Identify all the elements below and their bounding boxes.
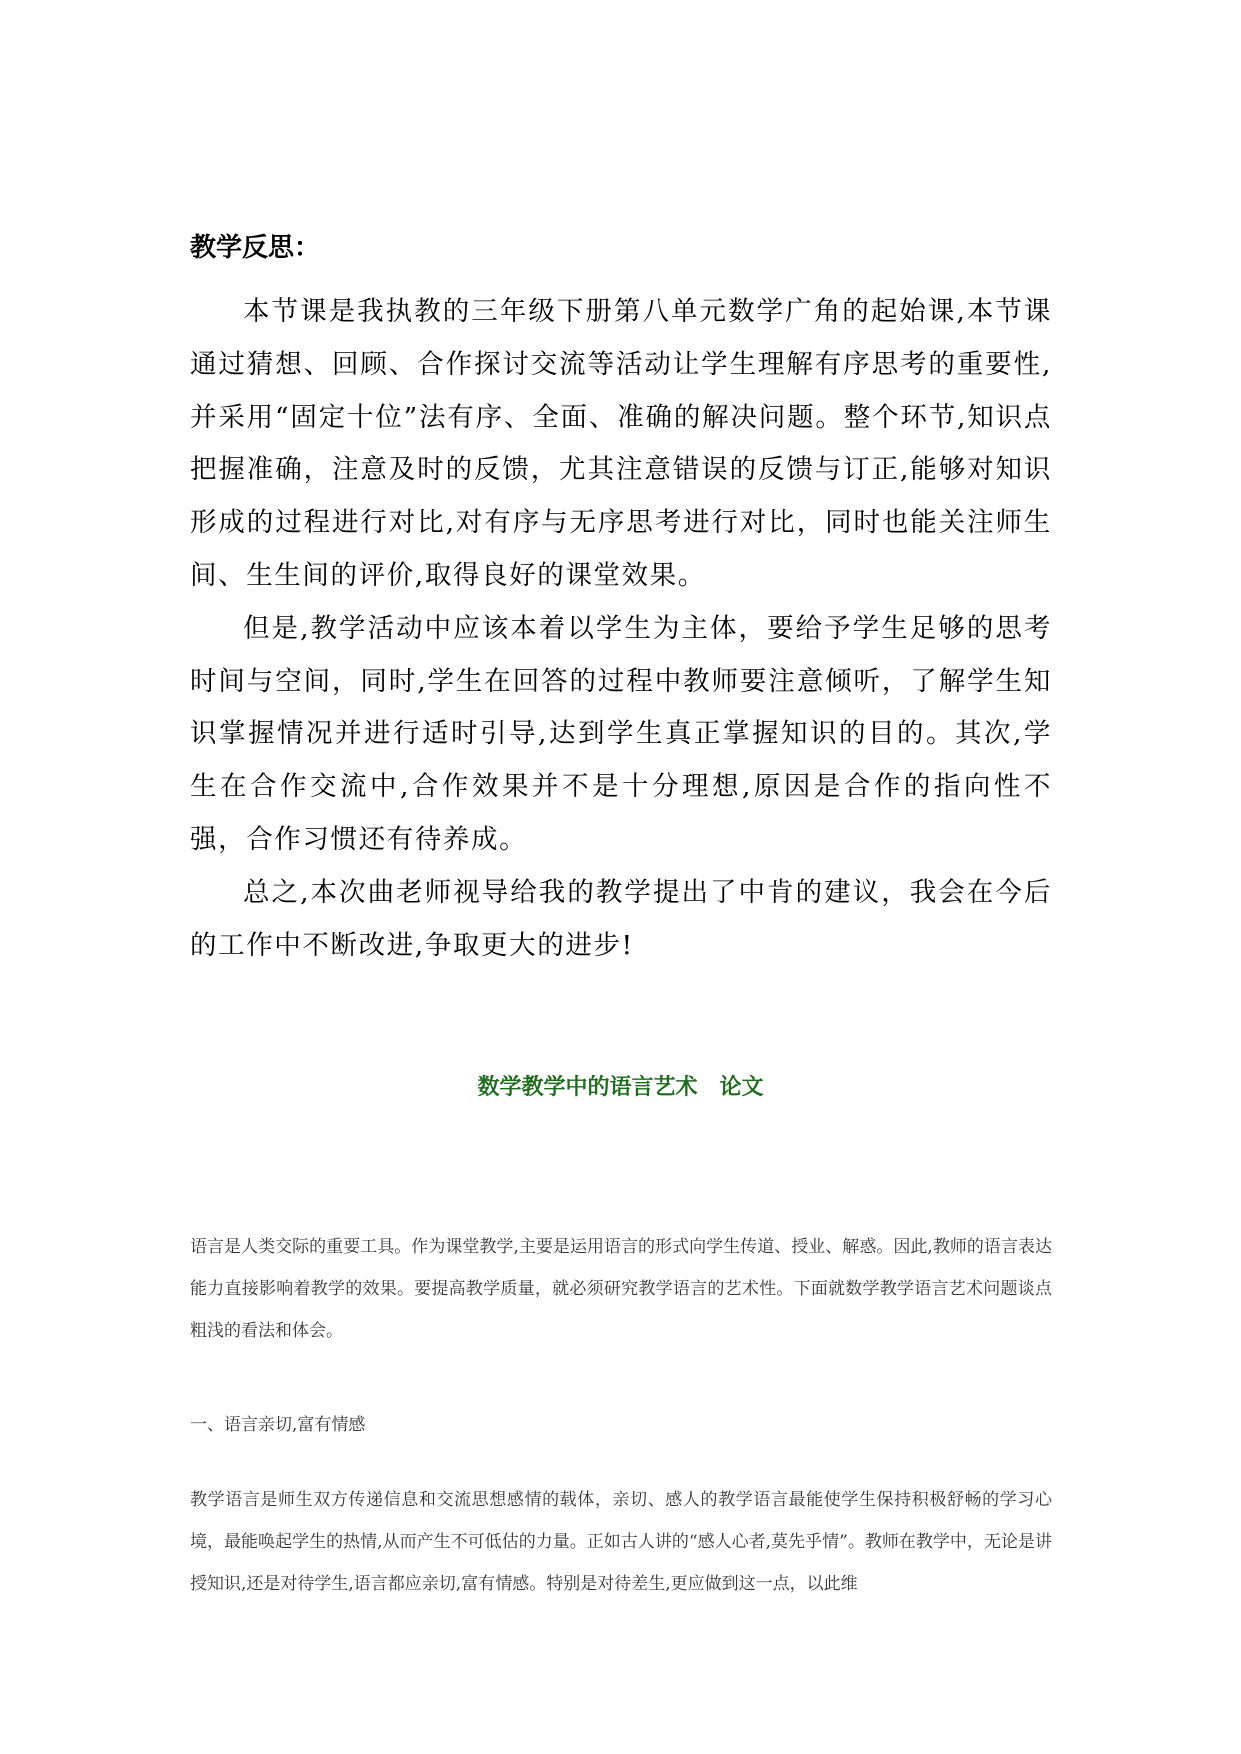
section-heading-1: 一、语言亲切,富有情感: [190, 1415, 366, 1435]
reflection-paragraph-1: 本节课是我执教的三年级下册第八单元数学广角的起始课,本节课通过猜想、回顾、合作探讨交流等活动让学生理解有序思考的重要性,并采用“固定十位”法有序、全面、准确的解决问题。整个环节,知识点把握准确，注意及时的反馈，尤其注意错误的反馈与订正,能够对知识形成的过程进行对比,对有序与无序思考进行对比，同时也能关注师生间、生生间的评价,取得良好的课堂效果。: [190, 296, 1052, 591]
article-title: 数学教学中的语言艺术 论文: [477, 1074, 764, 1100]
article-intro-paragraph: 语言是人类交际的重要工具。作为课堂教学,主要是运用语言的形式向学生传道、授业、解惑。因此,教师的语言表达能力直接影响着教学的效果。要提高教学质量，就必须研究教学语言的艺术性。下面就数学教学语言艺术问题谈点粗浅的看法和体会。: [190, 1237, 1052, 1341]
section-1-paragraph: 教学语言是师生双方传递信息和交流思想感情的载体，亲切、感人的教学语言最能使学生保持积极舒畅的学习心境，最能唤起学生的热情,从而产生不可低估的力量。正如古人讲的“感人心者,莫先乎情”。教师在教学中，无论是讲授知识,还是对待学生,语言都应亲切,富有情感。特别是对待差生,更应做到这一点，以此维: [190, 1490, 1052, 1594]
reflection-body: [190, 286, 1052, 972]
reflection-paragraph-2: 但是,教学活动中应该本着以学生为主体，要给予学生足够的思考时间与空间，同时,学生在回答的过程中教师要注意倾听，了解学生知识掌握情况并进行适时引导,达到学生真正掌握知识的目的。其次,学生在合作交流中,合作效果并不是十分理想,原因是合作的指向性不强，合作习惯还有待养成。: [190, 612, 1052, 855]
reflection-paragraph-3: 总之,本次曲老师视导给我的教学提出了中肯的建议，我会在今后的工作中不断改进,争取更大的进步!: [190, 876, 1052, 961]
reflection-heading: 教学反思：: [190, 233, 321, 263]
